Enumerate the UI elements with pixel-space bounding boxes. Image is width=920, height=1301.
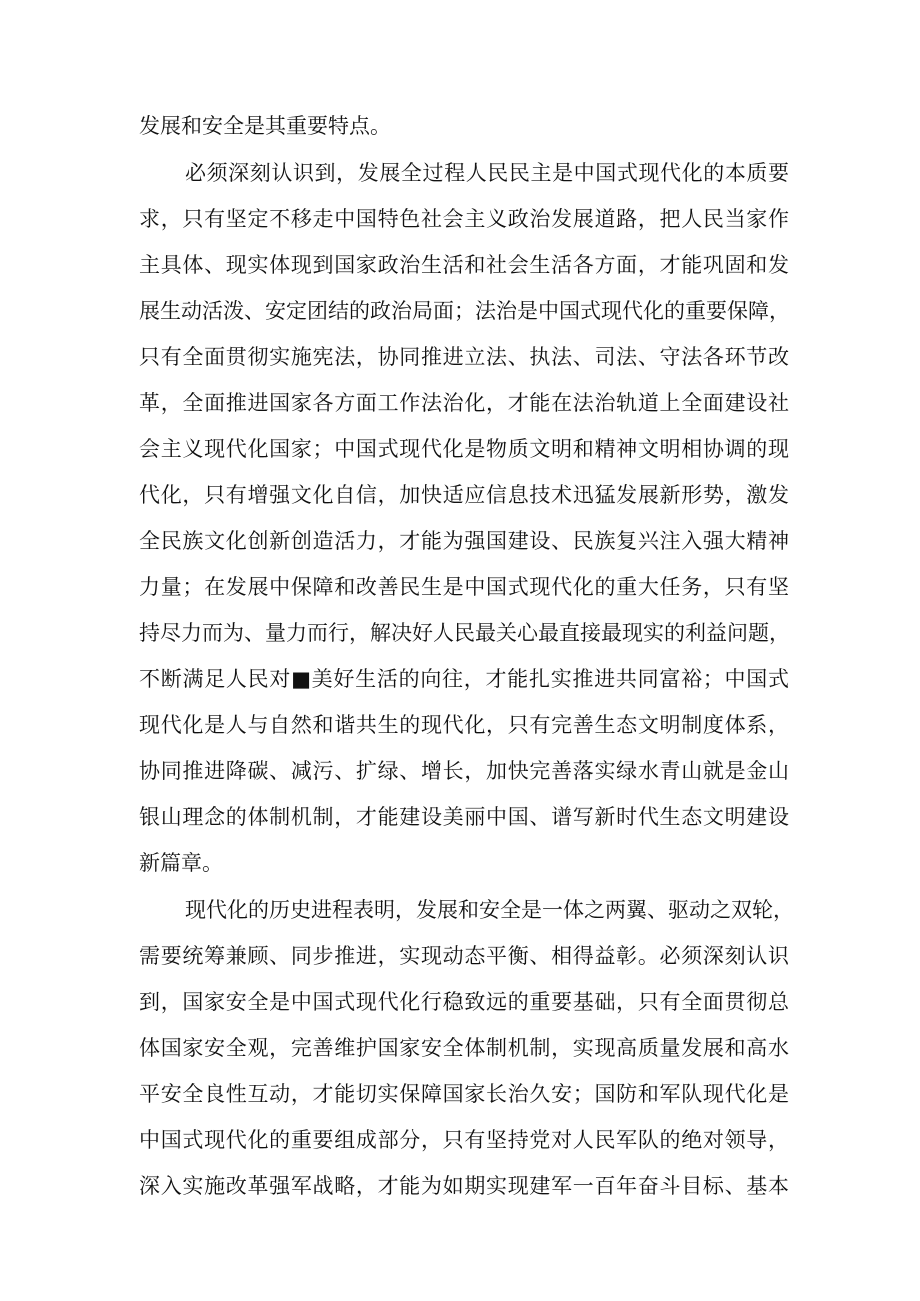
- paragraph-3-line-5: 平安全良性互动，才能切实保障国家长治久安；国防和军队现代化是: [139, 1082, 789, 1106]
- paragraph-2-line-10: 力量；在发展中保障和改善民生是中国式现代化的重大任务，只有坚: [139, 575, 789, 599]
- paragraph-2-line-13: 现代化是人与自然和谐共生的现代化，只有完善生态文明制度体系，: [139, 713, 789, 737]
- paragraph-2-line-4: 展生动活泼、安定团结的政治局面；法治是中国式现代化的重要保障，: [139, 299, 790, 323]
- paragraph-2-line-3: 主具体、现实体现到国家政治生活和社会生活各方面，才能巩固和发: [139, 253, 789, 277]
- paragraph-3-line-2: 需要统筹兼顾、同步推进，实现动态平衡、相得益彰。必须深刻认识: [139, 944, 789, 968]
- paragraph-2-line-12: 不断满足人民对■美好生活的向往，才能扎实推进共同富裕；中国式: [139, 667, 789, 691]
- paragraph-2-line-11: 持尽力而为、量力而行，解决好人民最关心最直接最现实的利益问题，: [139, 621, 790, 645]
- paragraph-2-line-14: 协同推进降碳、减污、扩绿、增长，加快完善落实绿水青山就是金山: [139, 759, 789, 783]
- paragraph-3-line-4: 体国家安全观，完善维护国家安全体制机制，实现高质量发展和高水: [139, 1036, 789, 1060]
- paragraph-2-line-6: 革，全面推进国家各方面工作法治化，才能在法治轨道上全面建设社: [139, 391, 789, 415]
- paragraph-3-line-3: 到，国家安全是中国式现代化行稳致远的重要基础，只有全面贯彻总: [139, 990, 789, 1014]
- paragraph-2-line-15: 银山理念的体制机制，才能建设美丽中国、谱写新时代生态文明建设: [139, 805, 789, 829]
- paragraph-3-line-1: 现代化的历史进程表明，发展和安全是一体之两翼、驱动之双轮，: [185, 898, 794, 922]
- paragraph-2-line-16: 新篇章。: [139, 851, 223, 875]
- paragraph-3-line-7: 深入实施改革强军战略，才能为如期实现建军一百年奋斗目标、基本: [139, 1174, 789, 1198]
- paragraph-1-line-1: 发展和安全是其重要特点。: [139, 114, 391, 138]
- paragraph-2-line-2: 求，只有坚定不移走中国特色社会主义政治发展道路，把人民当家作: [139, 207, 789, 231]
- paragraph-2-line-7: 会主义现代化国家；中国式现代化是物质文明和精神文明相协调的现: [139, 437, 789, 461]
- paragraph-2-line-1: 必须深刻认识到，发展全过程人民民主是中国式现代化的本质要: [185, 161, 789, 185]
- paragraph-3-line-6: 中国式现代化的重要组成部分，只有坚持党对人民军队的绝对领导，: [139, 1128, 789, 1152]
- paragraph-2-line-5: 只有全面贯彻实施宪法，协同推进立法、执法、司法、守法各环节改: [139, 345, 789, 369]
- paragraph-2-line-9: 全民族文化创新创造活力，才能为强国建设、民族复兴注入强大精神: [139, 529, 789, 553]
- paragraph-2-line-8: 代化，只有增强文化自信，加快适应信息技术迅猛发展新形势，激发: [139, 483, 789, 507]
